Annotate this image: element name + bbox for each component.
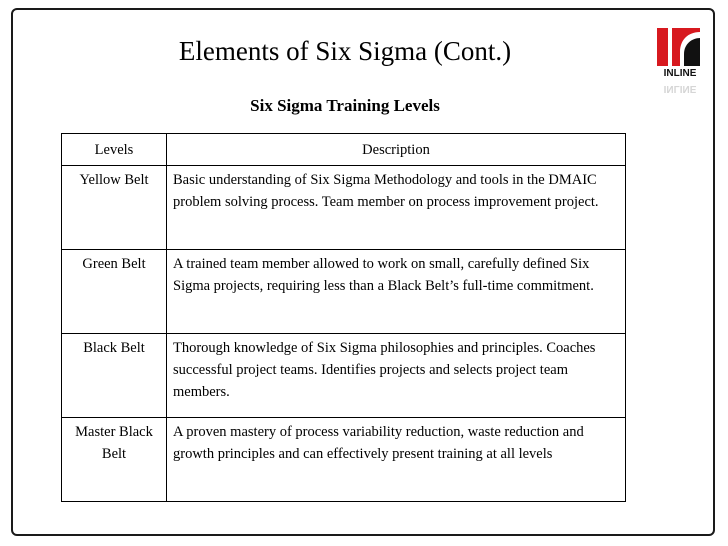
description-cell: Basic understanding of Six Sigma Methodology and tools in the DMAIC problem solving process. Team member on process improvement project. xyxy=(167,166,626,250)
level-cell: Black Belt xyxy=(62,334,167,418)
level-cell: Yellow Belt xyxy=(62,166,167,250)
description-cell: A proven mastery of process variability reduction, waste reduction and growth principles and can effectively present training at all levels xyxy=(167,418,626,502)
logo-wordmark-reflection: INLINE xyxy=(663,83,697,94)
logo-wordmark: INLINE xyxy=(663,68,697,79)
inline-logo xyxy=(650,22,712,98)
table-header-row xyxy=(62,134,626,166)
header-description: Description xyxy=(167,134,626,166)
header-levels: Levels xyxy=(62,134,167,166)
table-title: Six Sigma Training Levels xyxy=(250,96,440,115)
level-cell: Master Black Belt xyxy=(62,418,167,502)
slide-title: Elements of Six Sigma (Cont.) xyxy=(178,36,512,66)
table-row xyxy=(62,418,626,502)
training-levels-table xyxy=(61,133,626,502)
table-row xyxy=(62,334,626,418)
logo-red-bar xyxy=(657,28,668,66)
table-row xyxy=(62,250,626,334)
description-cell: A trained team member allowed to work on small, carefully defined Six Sigma projects, requiring less than a Black Belt’s full-time commitment. xyxy=(167,250,626,334)
table-row xyxy=(62,166,626,250)
level-cell: Green Belt xyxy=(62,250,167,334)
logo-black-arc xyxy=(684,38,700,66)
description-cell: Thorough knowledge of Six Sigma philosophies and principles. Coaches successful project teams. Identifies projects and selects project team members. xyxy=(167,334,626,418)
